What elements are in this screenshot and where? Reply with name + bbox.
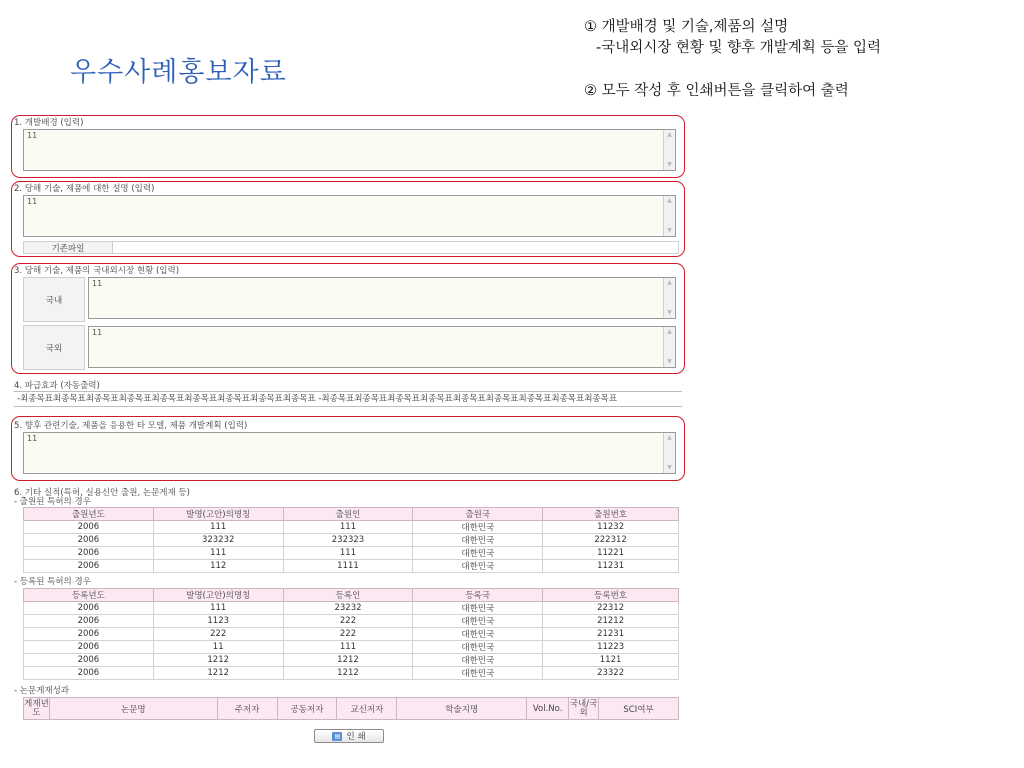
- table-cell: 11223: [543, 641, 679, 654]
- table-cell: 222312: [543, 534, 679, 547]
- table-cell: 1212: [153, 667, 283, 680]
- column-header: 등록번호: [543, 589, 679, 602]
- table-row: [24, 667, 679, 680]
- scroll-up-icon: ▲: [667, 279, 672, 286]
- scroll-down-icon: ▼: [667, 161, 672, 168]
- scrollbar[interactable]: [663, 130, 675, 170]
- table-cell: 21212: [543, 615, 679, 628]
- applied-patents-table: [23, 507, 679, 573]
- scroll-up-icon: ▲: [667, 434, 672, 441]
- overseas-text: 11: [92, 328, 103, 337]
- scroll-down-icon: ▼: [667, 309, 672, 316]
- table-cell: 2006: [24, 641, 154, 654]
- table-cell: 23322: [543, 667, 679, 680]
- domestic-text: 11: [92, 279, 103, 288]
- column-header: 교신저자: [337, 698, 397, 720]
- table-row: [24, 641, 679, 654]
- column-header: 출원국: [413, 508, 543, 521]
- table-cell: 2006: [24, 602, 154, 615]
- table-row: [24, 628, 679, 641]
- print-button[interactable]: [314, 729, 384, 743]
- section-3-label: 3. 당해 기술, 제품의 국내외시장 현황 (입력): [14, 266, 180, 276]
- table-cell: 1212: [283, 667, 413, 680]
- table-header-row: [24, 698, 679, 720]
- column-header: SCI여부: [599, 698, 679, 720]
- section-4-label: 4. 파급효과 (자동출력): [14, 381, 100, 391]
- table-cell: 대한민국: [413, 560, 543, 573]
- column-header: 게재년도: [24, 698, 49, 718]
- table-row: [24, 654, 679, 667]
- table-header-row: [24, 589, 679, 602]
- column-header: 등록인: [283, 589, 413, 602]
- description-text: 11: [27, 197, 38, 206]
- instruction-1-detail: -국내외시장 현황 및 향후 개발계획 등을 입력: [596, 40, 882, 56]
- table-cell: 111: [153, 547, 283, 560]
- table-cell: 1121: [543, 654, 679, 667]
- table-cell: 111: [283, 521, 413, 534]
- table-cell: 21231: [543, 628, 679, 641]
- column-header: 국내/국외: [569, 698, 598, 718]
- table-cell: 대한민국: [413, 547, 543, 560]
- column-header: 등록국: [413, 589, 543, 602]
- background-textarea[interactable]: [23, 129, 676, 171]
- column-header: Vol.No.: [527, 698, 569, 720]
- scroll-up-icon: ▲: [667, 328, 672, 335]
- scrollbar[interactable]: [663, 278, 675, 318]
- description-textarea[interactable]: [23, 195, 676, 237]
- section-5-label: 5. 향후 관련기술, 제품을 응용한 타 모델, 제품 개발계획 (입력): [14, 421, 248, 431]
- table-row: [24, 521, 679, 534]
- table-cell: 112: [153, 560, 283, 573]
- column-header: 등록년도: [24, 589, 154, 602]
- table-cell: 1123: [153, 615, 283, 628]
- table-cell: 11232: [543, 521, 679, 534]
- table-cell: 222: [283, 615, 413, 628]
- instructions: [584, 17, 881, 102]
- domestic-label: 국내: [23, 277, 85, 322]
- table-cell: 1212: [153, 654, 283, 667]
- existing-file-label: 기존파일: [23, 241, 113, 254]
- scroll-down-icon: ▼: [667, 464, 672, 471]
- column-header: 출원번호: [543, 508, 679, 521]
- table-cell: 22312: [543, 602, 679, 615]
- column-header: 발명(고안)의명칭: [153, 508, 283, 521]
- scrollbar[interactable]: [663, 327, 675, 367]
- table-cell: 대한민국: [413, 628, 543, 641]
- applied-patents-label: - 출원된 특허의 경우: [14, 497, 91, 507]
- scrollbar[interactable]: [663, 196, 675, 236]
- scroll-down-icon: ▼: [667, 358, 672, 365]
- table-cell: 2006: [24, 615, 154, 628]
- table-row: [24, 602, 679, 615]
- table-cell: 11: [153, 641, 283, 654]
- table-cell: 대한민국: [413, 667, 543, 680]
- column-header: 발명(고안)의명칭: [153, 589, 283, 602]
- page-title: 우수사례홍보자료: [70, 57, 287, 88]
- table-cell: 2006: [24, 560, 154, 573]
- table-cell: 111: [283, 547, 413, 560]
- overseas-textarea[interactable]: [88, 326, 676, 368]
- table-row: [24, 615, 679, 628]
- table-cell: 11221: [543, 547, 679, 560]
- table-cell: 2006: [24, 534, 154, 547]
- table-cell: 대한민국: [413, 534, 543, 547]
- table-row: [24, 547, 679, 560]
- table-cell: 대한민국: [413, 521, 543, 534]
- table-cell: 1212: [283, 654, 413, 667]
- table-cell: 222: [153, 628, 283, 641]
- table-cell: 111: [153, 521, 283, 534]
- column-header: 논문명: [49, 698, 217, 720]
- column-header: 주저자: [217, 698, 277, 720]
- papers-table: [23, 697, 679, 720]
- table-cell: 23232: [283, 602, 413, 615]
- section-1-label: 1. 개발배경 (입력): [14, 118, 84, 128]
- table-cell: 대한민국: [413, 641, 543, 654]
- column-header: 학술지명: [397, 698, 527, 720]
- plan-textarea[interactable]: [23, 432, 676, 474]
- overseas-label: 국외: [23, 325, 85, 370]
- scrollbar[interactable]: [663, 433, 675, 473]
- table-row: [24, 560, 679, 573]
- table-row: [24, 534, 679, 547]
- printer-icon: ▤: [332, 732, 342, 741]
- papers-label: - 논문게재성과: [14, 686, 70, 696]
- table-cell: 2006: [24, 667, 154, 680]
- print-button-label: 인 쇄: [346, 732, 366, 742]
- effect-text: -최종목표최종목표최종목표최종목표최종목표최종목표최종목표최종목표최종목표 -최종목표최종목표최종목표최종목표최종목표최종목표최종목표최종목표최종목표: [14, 391, 682, 407]
- section-6-label: 6. 기타 실적(특허, 실용신안 출원, 논문게재 등): [14, 488, 190, 498]
- table-cell: 111: [153, 602, 283, 615]
- plan-text: 11: [27, 434, 38, 443]
- table-header-row: [24, 508, 679, 521]
- table-cell: 대한민국: [413, 654, 543, 667]
- instruction-1: ① 개발배경 및 기술,제품의 설명: [584, 19, 789, 35]
- table-cell: 323232: [153, 534, 283, 547]
- table-cell: 1111: [283, 560, 413, 573]
- column-header: 출원인: [283, 508, 413, 521]
- table-cell: 111: [283, 641, 413, 654]
- scroll-up-icon: ▲: [667, 197, 672, 204]
- column-header: 공동저자: [277, 698, 337, 720]
- table-cell: 2006: [24, 628, 154, 641]
- table-cell: 2006: [24, 521, 154, 534]
- scroll-down-icon: ▼: [667, 227, 672, 234]
- table-cell: 232323: [283, 534, 413, 547]
- existing-file-row[interactable]: [23, 241, 679, 254]
- scroll-up-icon: ▲: [667, 131, 672, 138]
- background-text: 11: [27, 131, 38, 140]
- instruction-2: ② 모두 작성 후 인쇄버튼을 클릭하여 출력: [584, 83, 849, 99]
- domestic-textarea[interactable]: [88, 277, 676, 319]
- table-cell: 11231: [543, 560, 679, 573]
- section-2-label: 2. 당해 기술, 제품에 대한 설명 (입력): [14, 184, 155, 194]
- table-cell: 222: [283, 628, 413, 641]
- column-header: 출원년도: [24, 508, 154, 521]
- table-cell: 2006: [24, 654, 154, 667]
- registered-patents-table: [23, 588, 679, 680]
- table-cell: 대한민국: [413, 602, 543, 615]
- registered-patents-label: - 등록된 특허의 경우: [14, 577, 91, 587]
- table-cell: 2006: [24, 547, 154, 560]
- table-cell: 대한민국: [413, 615, 543, 628]
